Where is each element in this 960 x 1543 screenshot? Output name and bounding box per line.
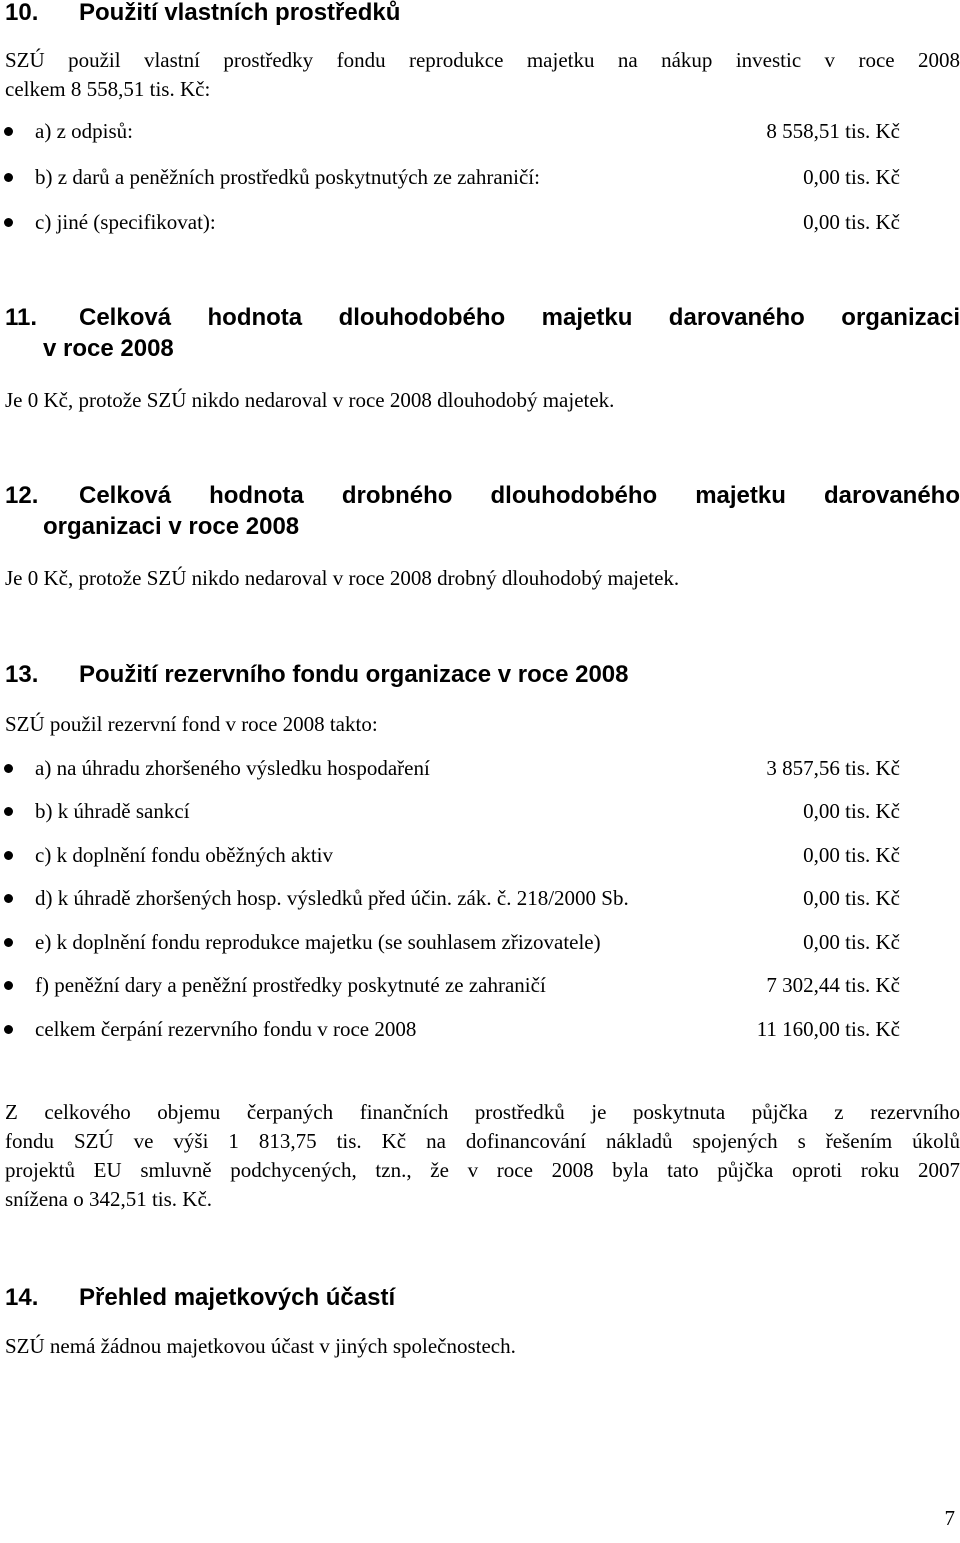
bullet-icon — [4, 981, 13, 990]
list-item — [0, 208, 960, 237]
section-title: Celková hodnota drobného dlouhodobého majetku darovaného — [79, 482, 960, 509]
item-amount: 0,00 tis. Kč — [803, 210, 900, 234]
item-amount: 0,00 tis. Kč — [803, 886, 900, 910]
section-11-paragraph: Je 0 Kč, protože SZÚ nikdo nedaroval v roce 2008 dlouhodobý majetek. — [5, 388, 615, 412]
bullet-icon — [4, 938, 13, 947]
section-11-heading — [5, 302, 960, 364]
paragraph-line: celkem 8 558,51 tis. Kč: — [5, 77, 211, 101]
list-item — [0, 971, 960, 1000]
bullet-icon — [4, 807, 13, 816]
item-label: a) z odpisů: — [35, 119, 133, 143]
list-item — [0, 754, 960, 783]
item-amount: 0,00 tis. Kč — [803, 799, 900, 823]
item-amount: 0,00 tis. Kč — [803, 930, 900, 954]
page-number: 7 — [944, 1506, 955, 1530]
section-title: Přehled majetkových účastí — [79, 1284, 396, 1311]
list-item — [0, 117, 960, 146]
item-amount: 8 558,51 tis. Kč — [766, 119, 900, 143]
bullet-icon — [4, 764, 13, 773]
paragraph-line: Z celkového objemu čerpaných finančních prostředků je poskytnuta půjčka z rezervního — [5, 1100, 960, 1124]
section-title-continued: v roce 2008 — [43, 335, 174, 362]
list-item — [0, 884, 960, 913]
paragraph-line: fondu SZÚ ve výši 1 813,75 tis. Kč na dofinancování nákladů spojených s řešením úkolů — [5, 1129, 960, 1153]
bullet-icon — [4, 894, 13, 903]
item-label: b) z darů a peněžních prostředků poskytnutých ze zahraničí: — [35, 165, 540, 189]
section-13-paragraph: SZÚ použil rezervní fond v roce 2008 takto: — [5, 712, 378, 736]
section-10-heading — [5, 0, 400, 28]
item-label: celkem čerpání rezervního fondu v roce 2008 — [35, 1017, 417, 1041]
bullet-icon — [4, 127, 13, 136]
list-item — [0, 797, 960, 826]
bullet-icon — [4, 173, 13, 182]
section-number: 10. — [5, 0, 39, 26]
section-title: Celková hodnota dlouhodobého majetku darovaného organizaci — [79, 304, 960, 331]
section-title: Použití vlastních prostředků — [79, 0, 401, 26]
item-label: f) peněžní dary a peněžní prostředky poskytnuté ze zahraničí — [35, 973, 546, 997]
section-number: 14. — [5, 1284, 39, 1311]
item-label: e) k doplnění fondu reprodukce majetku (se souhlasem zřizovatele) — [35, 930, 601, 954]
list-item — [0, 928, 960, 957]
section-12-heading — [5, 480, 960, 542]
section-number: 12. — [5, 482, 39, 509]
item-amount: 11 160,00 tis. Kč — [756, 1017, 900, 1041]
item-amount: 7 302,44 tis. Kč — [766, 973, 900, 997]
paragraph-line: SZÚ použil vlastní prostředky fondu reprodukce majetku na nákup investic v roce 2008 — [5, 48, 960, 72]
list-item — [0, 841, 960, 870]
item-amount: 0,00 tis. Kč — [803, 165, 900, 189]
section-14-paragraph: SZÚ nemá žádnou majetkovou účast v jiných společnostech. — [5, 1334, 516, 1358]
item-amount: 0,00 tis. Kč — [803, 843, 900, 867]
item-label: a) na úhradu zhoršeného výsledku hospodaření — [35, 756, 430, 780]
section-13-note — [5, 1098, 960, 1214]
bullet-icon — [4, 1025, 13, 1034]
section-title: Použití rezervního fondu organizace v roce 2008 — [79, 661, 629, 688]
item-label: c) jiné (specifikovat): — [35, 210, 216, 234]
list-item — [0, 1015, 960, 1044]
section-13-heading — [5, 659, 628, 690]
bullet-icon — [4, 851, 13, 860]
item-label: c) k doplnění fondu oběžných aktiv — [35, 843, 333, 867]
item-amount: 3 857,56 tis. Kč — [766, 756, 900, 780]
section-14-heading — [5, 1282, 395, 1313]
paragraph-line: snížena o 342,51 tis. Kč. — [5, 1187, 213, 1211]
section-10-paragraph — [5, 46, 960, 104]
item-label: b) k úhradě sankcí — [35, 799, 190, 823]
bullet-icon — [4, 218, 13, 227]
section-title-continued: organizaci v roce 2008 — [43, 513, 300, 540]
section-number: 11. — [5, 304, 38, 331]
section-12-paragraph: Je 0 Kč, protože SZÚ nikdo nedaroval v roce 2008 drobný dlouhodobý majetek. — [5, 566, 680, 590]
paragraph-line: projektů EU smluvně podchycených, tzn., že v roce 2008 byla tato půjčka oproti roku 2007 — [5, 1158, 960, 1182]
section-number: 13. — [5, 661, 39, 688]
item-label: d) k úhradě zhoršených hosp. výsledků před účin. zák. č. 218/2000 Sb. — [35, 886, 629, 910]
list-item — [0, 163, 960, 192]
